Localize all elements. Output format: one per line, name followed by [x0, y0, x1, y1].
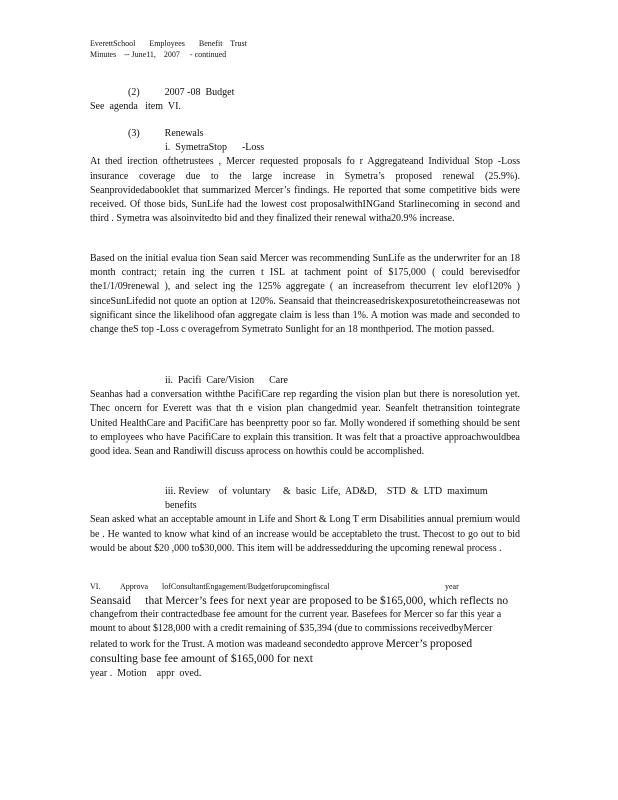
subsection-voluntary-benefits-cont: benefits: [165, 500, 197, 512]
paragraph-stop-loss-proposals: At thed irection ofthetrustees , Mercer requested proposals fo r Aggregateand Individual Stop -Loss insurance coverage due to the large increase in Symetra’s proposed renewal (25.9%). Seanprovidedabooklet that summarized Mercer’s findings. He reported that some competitive bids were received. Of those bids, SunLife had the lowest cost proposalwithINGand Starlinecoming in second and third . Symetra was alsoinvitedto bid and they finalized their renewal witha20.9% increase.: [90, 156, 520, 225]
paragraph-mercer-fees-body: [90, 608, 520, 667]
paragraph-pacificare-vision: Seanhas had a conversation withthe PacifiCare rep regarding the vision plan but there is noresolution yet. Thec oncern for Everett was that th e vision plan changedmid year. Seanfelt thetransition tointegrate United HealthCare and PacifiCare has beenpretty poor so far. Molly wondered if something should be sent to employees who have PacifiCare to explain this transition. It was felt that a proactive approachwouldbea good idea. Sean and Randiwill discuss aprocess on howthis could be accomplished.: [90, 389, 520, 458]
section-consultant-engagement: [90, 580, 520, 681]
section-pacificare: [90, 374, 520, 459]
section-renewals-heading: (3) Renewals: [128, 128, 204, 139]
section-voluntary-benefits: [90, 485, 520, 556]
paragraph-sunlife-recommendation: Based on the initial evalua tion Sean said Mercer was recommending SunLife as the underwriter for an 18 month contract; retain ing the curren t ISL at tachment point of $175,000 ( could berevisedfor the1/1/09renewal ), and select ing the 125% aggregate ( an increasefrom thecurrent lev elof120% ) sinceSunLifedid not quote an option at 120%. Seansaid that theincreasedriskexposuretotheincreasewas not significant since the likelihood ofan aggregate claim is less than 1%. A motion was made and seconded to change theS top -Loss c overagefrom Symetrato Sunlight for an 18 monthperiod. The motion passed.: [90, 253, 520, 336]
paragraph-voluntary-benefits: Sean asked what an acceptable amount in Life and Short & Long T erm Disabilities annual premium would be . He wanted to know what kind of an increase would be acceptableto the trust. Thecost to go out to bid would be about $20 ,000 to$30,000. This item will be addressedduring the upcoming renewal process .: [90, 514, 520, 554]
running-header: [90, 38, 247, 60]
section-budget-heading: (2) 2007 -08 Budget: [128, 87, 235, 98]
subsection-voluntary-benefits: iii. Review of voluntary & basic Life, AD&D, STD & LTD maximum: [165, 486, 488, 497]
section-vi-heading-left: VI. Approva lofConsultantEngagement/Budgetforupcomingfiscal: [90, 582, 330, 591]
section-budget-body: See agenda item VI.: [90, 101, 181, 113]
section-vi-heading: [90, 580, 520, 594]
section-budget: [90, 86, 520, 114]
subsection-pacificare-vision: ii. Pacifi Care/Vision Care: [165, 375, 288, 386]
subsection-symetra-stop-loss: i. SymetraStop -Loss: [165, 142, 265, 154]
header-subtitle: Minutes -- June11, 2007 - continued: [90, 50, 227, 59]
section-renewals: [90, 127, 520, 226]
paragraph-mercer-fees-rest: changefrom their contractedbase fee amount for the current year. Basefees for Mercer so far this year a mount to about $128,000 with a credit remaining of $35,394 (due to commissions receivedbyMercer related to work for the Trust. A motion was madeand secondedto approve: [90, 609, 502, 650]
header-title: EverettSchool Employees Benefit Trust: [90, 39, 247, 48]
paragraph-mercer-fees-line1: Seansaid that Mercer’s fees for next year are proposed to be $165,000, which reflects no: [90, 595, 509, 607]
paragraph-mercer-fees-tail: Mercer’s proposed consulting base fee amount of $165,000 for next: [90, 637, 473, 665]
section-vi-heading-right: year: [445, 582, 459, 591]
paragraph-mercer-fees-end: year . Motion appr oved.: [90, 668, 202, 680]
